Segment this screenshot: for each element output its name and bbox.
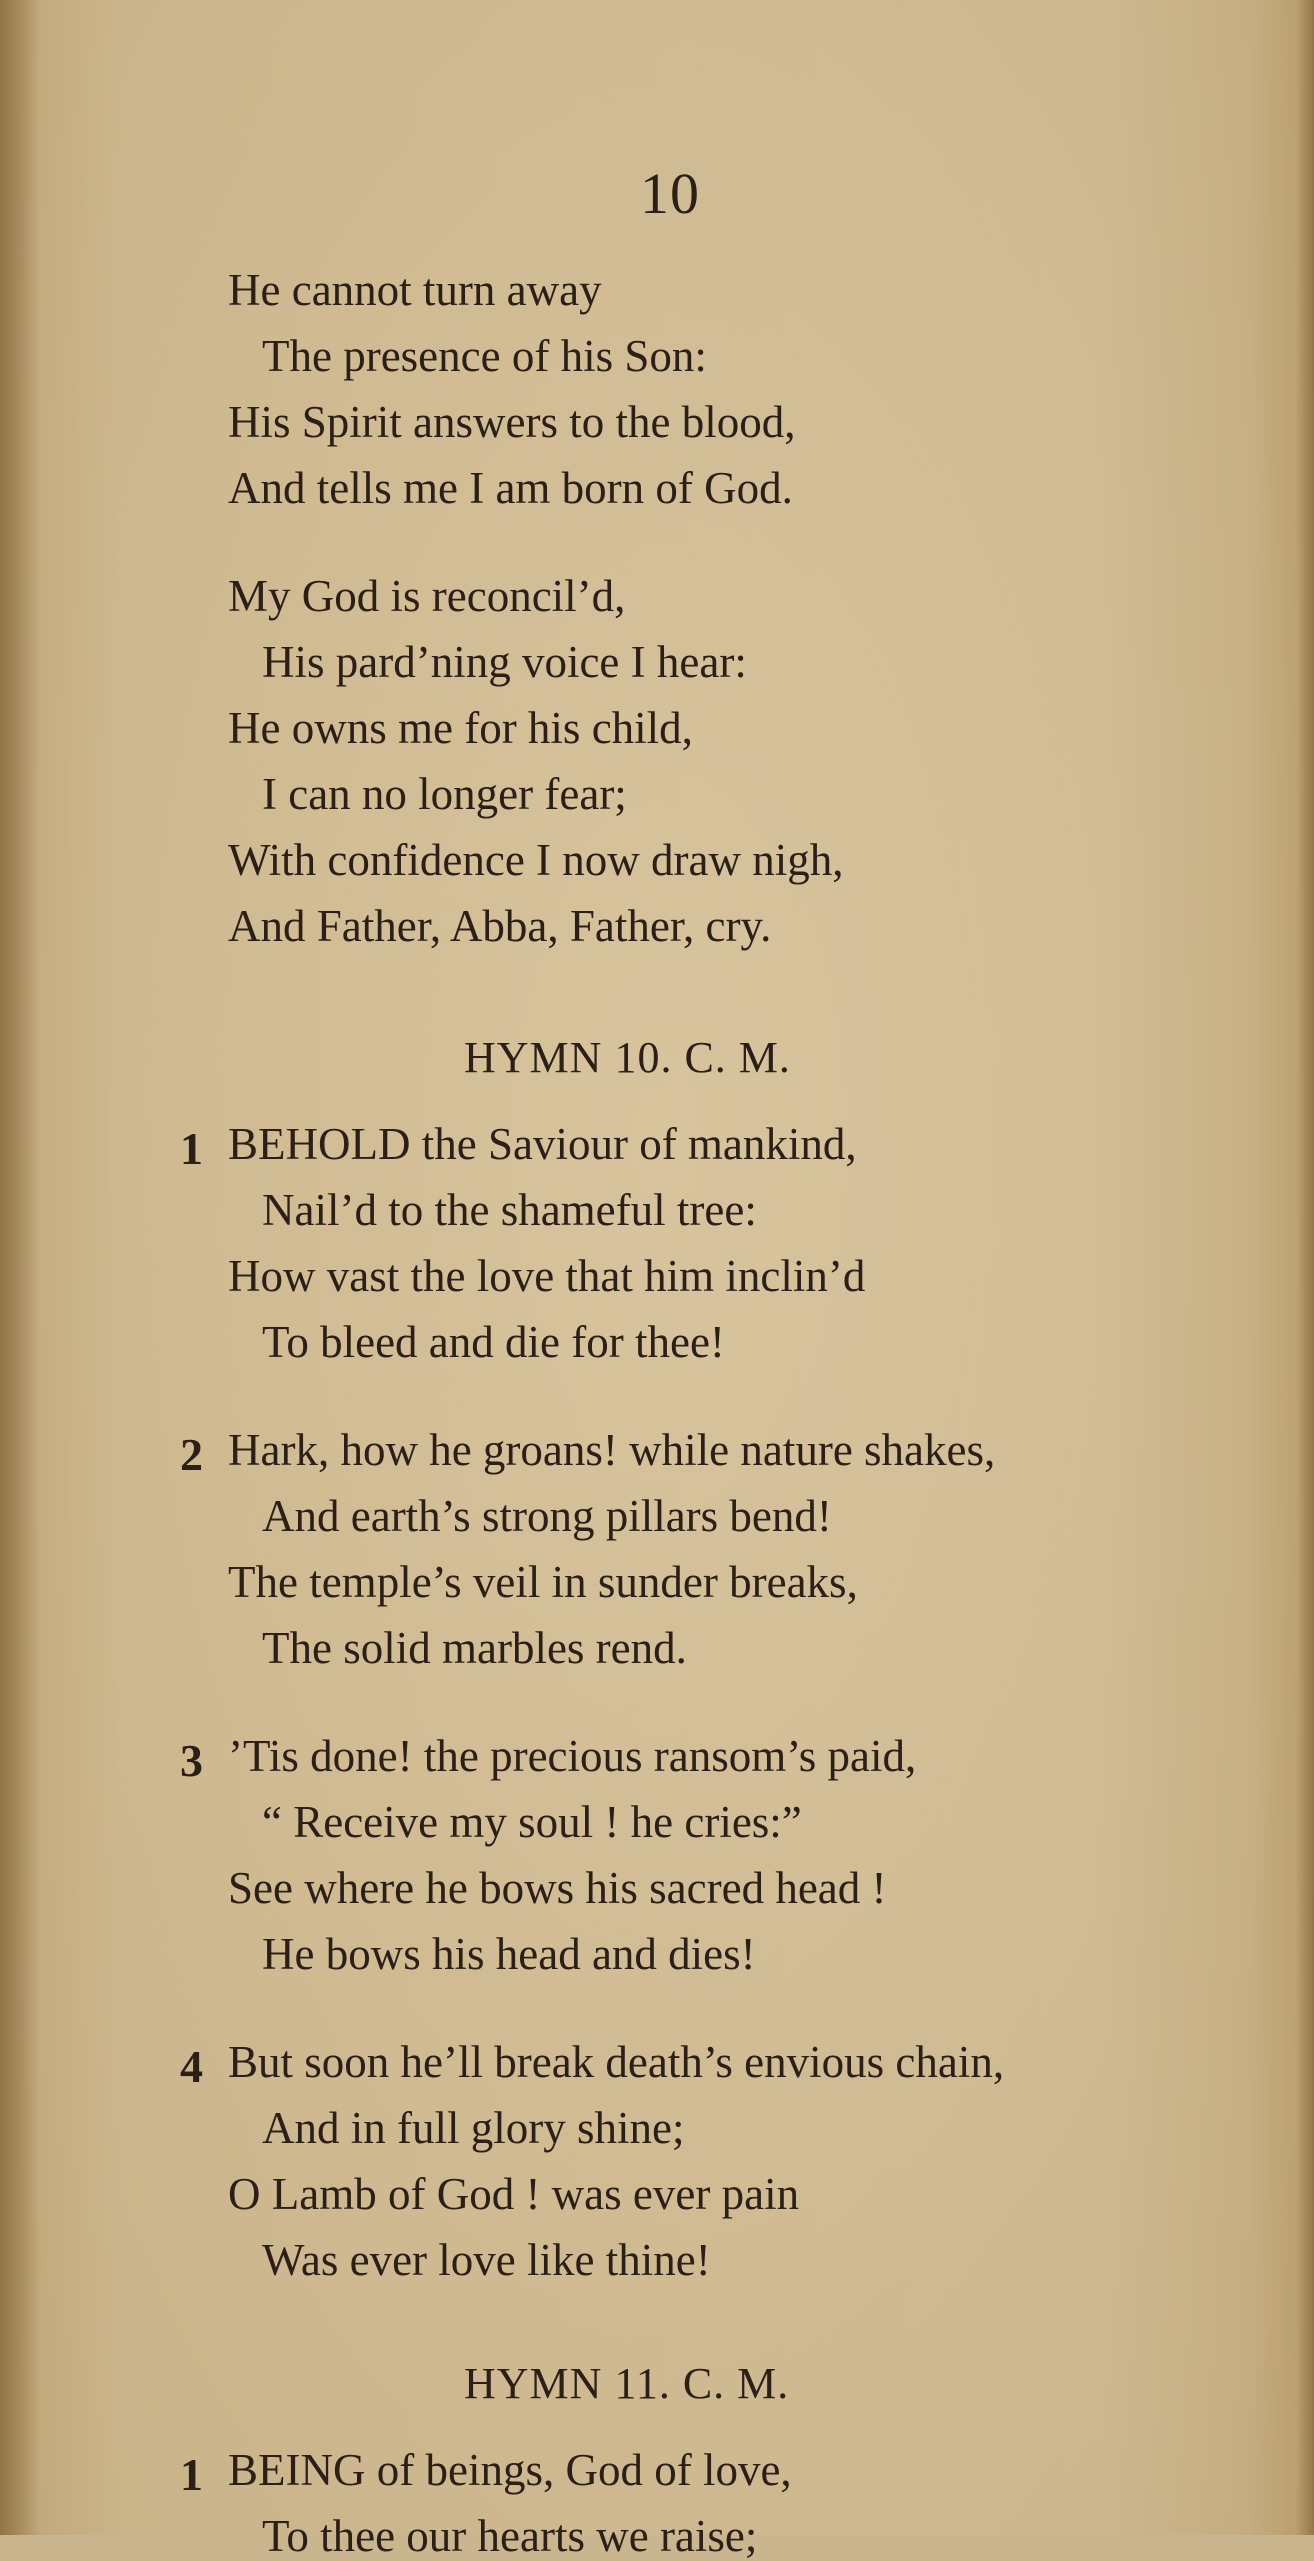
verse-number: 1 bbox=[180, 2449, 203, 2500]
verse-line: Hark, how he groans! while nature shakes, bbox=[228, 1425, 996, 1475]
page-number: 10 bbox=[640, 161, 700, 226]
verse-line: To thee our hearts we raise; bbox=[262, 2511, 758, 2561]
stanza-line: His pard’ning voice I hear: bbox=[262, 637, 747, 687]
stanza-line: I can no longer fear; bbox=[262, 769, 627, 819]
verse-line: But soon he’ll break death’s envious chain, bbox=[228, 2037, 1005, 2087]
verse-line: Nail’d to the shameful tree: bbox=[262, 1185, 757, 1235]
verse-number: 3 bbox=[180, 1735, 203, 1786]
stanza-line: And Father, Abba, Father, cry. bbox=[228, 901, 772, 951]
page-edge-shadow bbox=[1296, 0, 1314, 2535]
stanza-line: My God is reconcil’d, bbox=[228, 571, 626, 621]
stanza-line: He owns me for his child, bbox=[228, 703, 693, 753]
verse-number: 2 bbox=[180, 1429, 203, 1480]
verse-number: 1 bbox=[180, 1123, 203, 1174]
verse-line: O Lamb of God ! was ever pain bbox=[228, 2169, 800, 2219]
verse-number: 4 bbox=[180, 2041, 203, 2092]
verse-line: To bleed and die for thee! bbox=[262, 1317, 725, 1367]
verse-line: The solid marbles rend. bbox=[262, 1623, 687, 1673]
hymn-title: HYMN 11. C. M. bbox=[464, 2359, 790, 2408]
stanza-line: He cannot turn away bbox=[228, 265, 602, 315]
stanza-line: The presence of his Son: bbox=[262, 331, 707, 381]
verse-line: Was ever love like thine! bbox=[262, 2235, 711, 2285]
verse-line: And in full glory shine; bbox=[262, 2103, 685, 2153]
stanza-line: With confidence I now draw nigh, bbox=[228, 835, 844, 885]
stanza-line: And tells me I am born of God. bbox=[228, 463, 793, 513]
verse-line: The temple’s veil in sunder breaks, bbox=[228, 1557, 858, 1607]
verse-line: He bows his head and dies! bbox=[262, 1929, 756, 1979]
verse-line: “ Receive my soul ! he cries:” bbox=[262, 1797, 802, 1847]
verse-line: ’Tis done! the precious ransom’s paid, bbox=[228, 1731, 917, 1781]
verse-line: How vast the love that him inclin’d bbox=[228, 1251, 866, 1301]
verse-line: See where he bows his sacred head ! bbox=[228, 1863, 887, 1913]
hymn-title: HYMN 10. C. M. bbox=[464, 1033, 791, 1082]
spine-shadow bbox=[0, 0, 40, 2535]
verse-line: And earth’s strong pillars bend! bbox=[262, 1491, 832, 1541]
verse-line: BEING of beings, God of love, bbox=[228, 2445, 792, 2495]
verse-line: BEHOLD the Saviour of mankind, bbox=[228, 1119, 857, 1169]
stanza-line: His Spirit answers to the blood, bbox=[228, 397, 796, 447]
